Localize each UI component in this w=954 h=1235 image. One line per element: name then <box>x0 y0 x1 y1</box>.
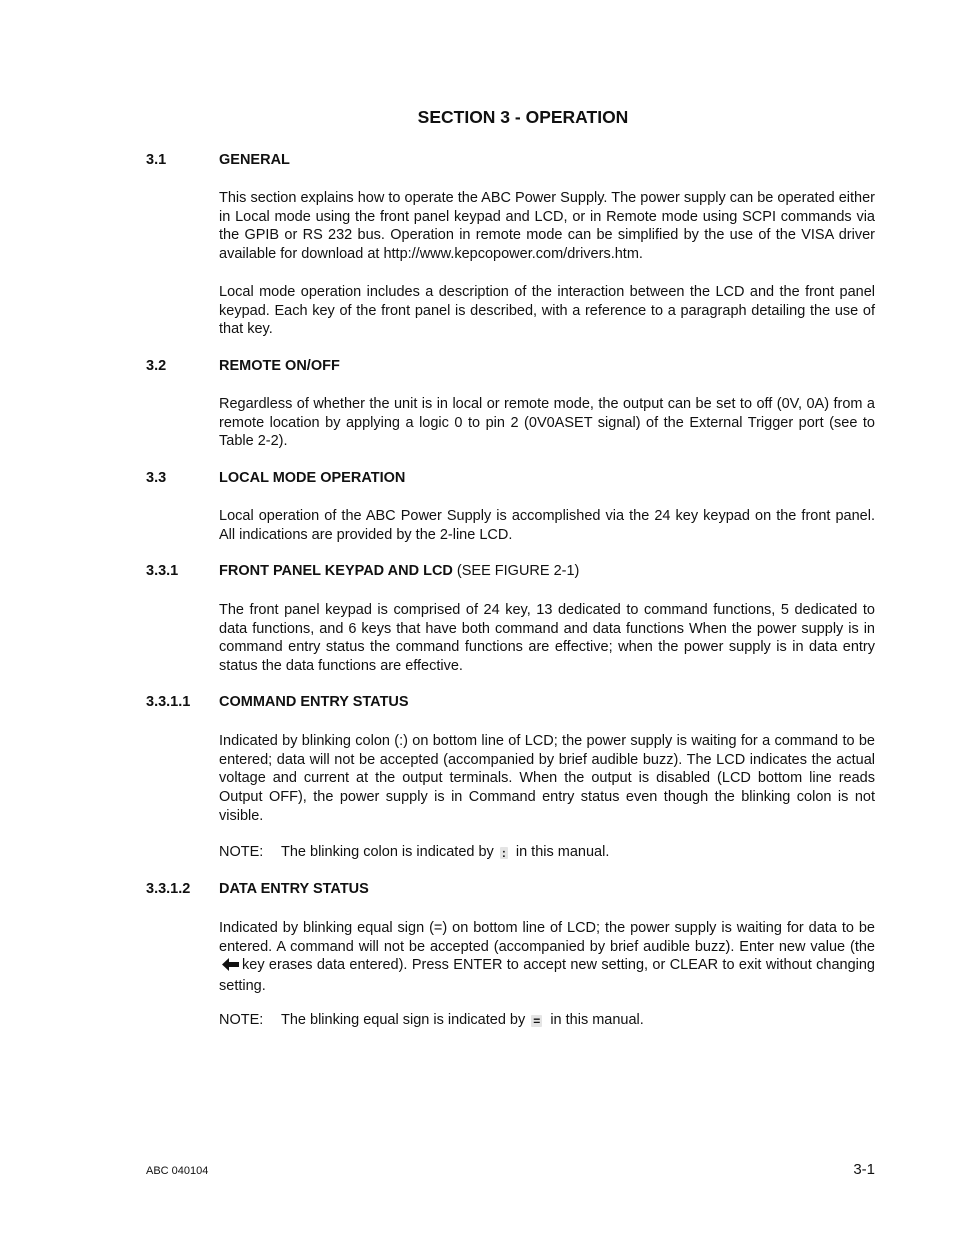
page-title: SECTION 3 - OPERATION <box>417 107 629 127</box>
paragraph-remote-on-off: Regardless of whether the unit is in local or remote mode, the output can be set to off (0V, 0A) from a remote location by applying a logic 0 to pin 2 (0V0ASET signal) of the External Trigger port (see to Table 2-2). <box>219 396 875 450</box>
paragraph-general-1: This section explains how to operate the ABC Power Supply. The power supply can be operated either in Local mode using the front panel keypad and LCD, or in Remote mode using SCPI commands via the GPIB or RS 232 bus. Operation in remote mode can be simplified by the use of the VISA driver available for download at http://www.kepcopower.com/drivers.htm. <box>219 190 875 263</box>
blinking-equal-glyph: = <box>533 1014 541 1028</box>
section-heading-3-3-1-1: 3.3.1.1 COMMAND ENTRY STATUS <box>146 694 409 710</box>
section-heading-3-2: 3.2 REMOTE ON/OFF <box>146 358 340 374</box>
footer-doc-id: ABC 040104 <box>146 1165 209 1177</box>
paragraph-command-entry: Indicated by blinking colon (:) on bottom line of LCD; the power supply is waiting for a command to be entered; data will not be accepted (accompanied by brief audible buzz). The LCD indicates the actual voltage and current at the output terminals. When the output is disabled (LCD bottom line reads Output OFF), the power supply is in Command entry status even though the blinking colon is not visible. <box>219 733 875 824</box>
left-arrow-icon <box>222 958 239 977</box>
note-blinking-colon: NOTE: The blinking colon is indicated by : in this manual. <box>219 844 610 860</box>
section-heading-3-1: 3.1 GENERAL <box>146 152 290 168</box>
paragraph-general-2: Local mode operation includes a description of the interaction between the LCD and the front panel keypad. Each key of the front panel is described, with a reference to a paragraph detailing the use of that key. <box>219 284 875 338</box>
paragraph-front-panel: The front panel keypad is comprised of 24 key, 13 dedicated to command functions, 5 dedicated to data functions, and 6 keys that have both command and data functions When the power supply is in command entry status the command functions are effective; when the power supply is in data entry status the data functions are effective. <box>219 602 875 675</box>
paragraph-data-entry: Indicated by blinking equal sign (=) on bottom line of LCD; the power supply is waiting for data to be entered. A command will not be accepted (accompanied by brief audible buzz). Enter new value (thekey erases data entered). Press ENTER to accept new setting, or CLEAR to exit without changing setting. <box>219 920 875 995</box>
section-heading-3-3-1: 3.3.1 FRONT PANEL KEYPAD AND LCD (SEE FIGURE 2-1) <box>146 563 580 579</box>
section-heading-3-3: 3.3 LOCAL MODE OPERATION <box>146 470 406 486</box>
footer-page-number: 3-1 <box>853 1161 875 1178</box>
note-blinking-equal: NOTE: The blinking equal sign is indicated by = in this manual. <box>219 1012 644 1028</box>
paragraph-local-mode: Local operation of the ABC Power Supply is accomplished via the 24 key keypad on the front panel. All indications are provided by the 2-line LCD. <box>219 508 875 543</box>
blinking-colon-glyph: : <box>501 846 506 860</box>
section-heading-3-3-1-2: 3.3.1.2 DATA ENTRY STATUS <box>146 881 369 897</box>
